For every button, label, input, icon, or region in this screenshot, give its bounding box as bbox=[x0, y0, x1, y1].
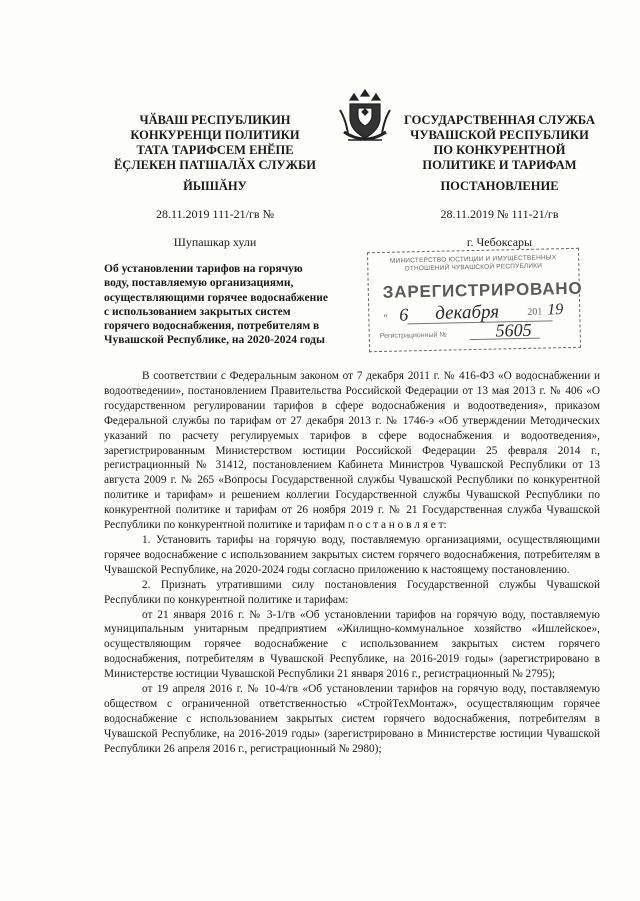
stamp-organization: МИНИСТЕРСТВО ЮСТИЦИИ И ИМУЩЕСТВЕННЫХ ОТНОШЕНИЙ ЧУВАШСКОЙ РЕСПУБЛИКИ bbox=[389, 254, 557, 273]
stamp-date: « 6 декабря 201 19 bbox=[383, 301, 564, 325]
header-right-line-2: ЧУВАШСКОЙ РЕСПУБЛИКИ bbox=[410, 128, 589, 142]
header-left-line-1: ЧӐВАШ РЕСПУБЛИКИН bbox=[139, 113, 291, 127]
date-number-chuvash: 28.11.2019 111-21/гв № bbox=[155, 207, 275, 221]
subject-line-2: воду, поставляемую организациями, bbox=[104, 277, 294, 290]
stamp-reg-number: 5605 bbox=[495, 319, 532, 341]
stamp-year-prefix: 201 bbox=[527, 306, 543, 318]
body-paragraph-repeal-1: от 21 января 2016 г. № 3-1/гв «Об установлении тарифов на горячую воду, поставляемую муниципальным унитарным предприятием «Жилищно-коммунальное хозяйство «Ишлейское», осуществляющим горячее водоснабжение с использованием закрытых систем горячего водоснабжения, потребителям в Чувашской Республике, на 2016-2019 годы» (зарегистрировано в Министерстве юстиции Чувашской Республики 21 января 2016 г., регистрационный № 2795); bbox=[104, 608, 600, 681]
stamp-year-suffix: 19 bbox=[547, 301, 564, 319]
subject-line-3: осуществляющими горячее водоснабжение bbox=[104, 291, 328, 304]
body-paragraph-preamble: В соответствии с Федеральным законом от 7 декабря 2011 г. № 416-ФЗ «О водоснабжении и водоотведении», постановлением Правительства Российской Федерации от 13 мая 2013 г. № 406 «О государственном регулировании тарифов в сфере водоснабжения и водоотведения», приказом Федеральной службы по тарифам от 27 декабря 2013 г. № 1746-э «Об утверждении Методических указаний по расчету регулируемых тарифов в сфере водоснабжения и водоотведения», зарегистрированным Министерством юстиции Российской Федерации 25 февраля 2014 г., регистрационный № 31412, постановлением Кабинета Министров Чувашской Республики от 13 августа 2009 г. № 265 «Вопросы Государственной службы Чувашской Республики по конкурентной политике и тарифам» и решением коллегии Государственной службы Чувашской Республики по конкурентной политике и тарифам от 26 ноября 2019 г. № 21 Государственная служба Чувашской Республики по конкурентной политике и тарифам п о с т а н о в л я е т: bbox=[104, 370, 600, 532]
document-body bbox=[104, 369, 600, 757]
subject-line-6: Чувашской Республике, на 2020-2024 годы bbox=[104, 334, 325, 347]
subject-line-1: Об установлении тарифов на горячую bbox=[104, 263, 303, 275]
registration-stamp bbox=[367, 248, 581, 352]
city-chuvash: Шупашкар хули bbox=[173, 235, 257, 249]
body-paragraph-item-2: 2. Признать утратившими силу постановления Государственной службы Чувашской Республики по конкурентной политике и тарифам: bbox=[104, 578, 600, 606]
header-left-line-4: ӖҪЛЕКЕН ПАТШАЛӐХ СЛУЖБИ bbox=[113, 158, 317, 172]
header-right-line-1: ГОСУДАРСТВЕННАЯ СЛУЖБА bbox=[403, 113, 596, 127]
header-right-line-3: ПО КОНКУРЕНТНОЙ bbox=[433, 143, 566, 157]
header-left-line-3: ТАТА ТАРИФСЕМ ЕНӖПЕ bbox=[136, 143, 294, 157]
coat-of-arms-icon bbox=[336, 86, 394, 148]
header-right-line-4: ПОЛИТИКЕ И ТАРИФАМ bbox=[422, 158, 577, 172]
stamp-title: ЗАРЕГИСТРИРОВАНО bbox=[382, 278, 583, 302]
header-chuvash bbox=[100, 113, 330, 173]
subject-line-5: горячего водоснабжения, потребителям в bbox=[104, 320, 320, 333]
document-subject bbox=[104, 262, 356, 348]
subject-line-4: с использованием закрытых систем bbox=[104, 305, 291, 318]
header-left-line-2: КОНКУРЕНЦИ ПОЛИТИКИ bbox=[130, 128, 300, 142]
stamp-month: декабря bbox=[435, 301, 500, 324]
city-russian: г. Чебоксары bbox=[466, 235, 533, 249]
doctype-russian: ПОСТАНОВЛЕНИЕ bbox=[440, 179, 559, 193]
stamp-day: 6 bbox=[399, 304, 409, 325]
date-number-russian: 28.11.2019 № 111-21/гв bbox=[440, 207, 559, 221]
stamp-reg-label: Регистрационный № bbox=[379, 331, 447, 340]
body-paragraph-item-1: 1. Установить тарифы на горячую воду, поставляемую организациями, осуществляющими горячее водоснабжение с использованием закрытых систем горячего водоснабжения, потребителям в Чувашской Республике, на 2020-2024 годы согласно приложению к настоящему постановлению. bbox=[104, 533, 600, 576]
doctype-chuvash: ЙЫШӐНУ bbox=[183, 179, 247, 193]
body-paragraph-repeal-2: от 19 апреля 2016 г. № 10-4/гв «Об установлении тарифов на горячую воду, поставляемую обществом с ограниченной ответственностью «СтройТехМонтаж», осуществляющим горячее водоснабжение с использованием закрытых систем горячего водоснабжения, потребителям в Чувашской Республике, на 2016-2019 годы» (зарегистрировано в Министерстве юстиции Чувашской Республики 26 апреля 2016 г., регистрационный № 2980); bbox=[104, 683, 600, 755]
header-russian bbox=[392, 113, 607, 173]
